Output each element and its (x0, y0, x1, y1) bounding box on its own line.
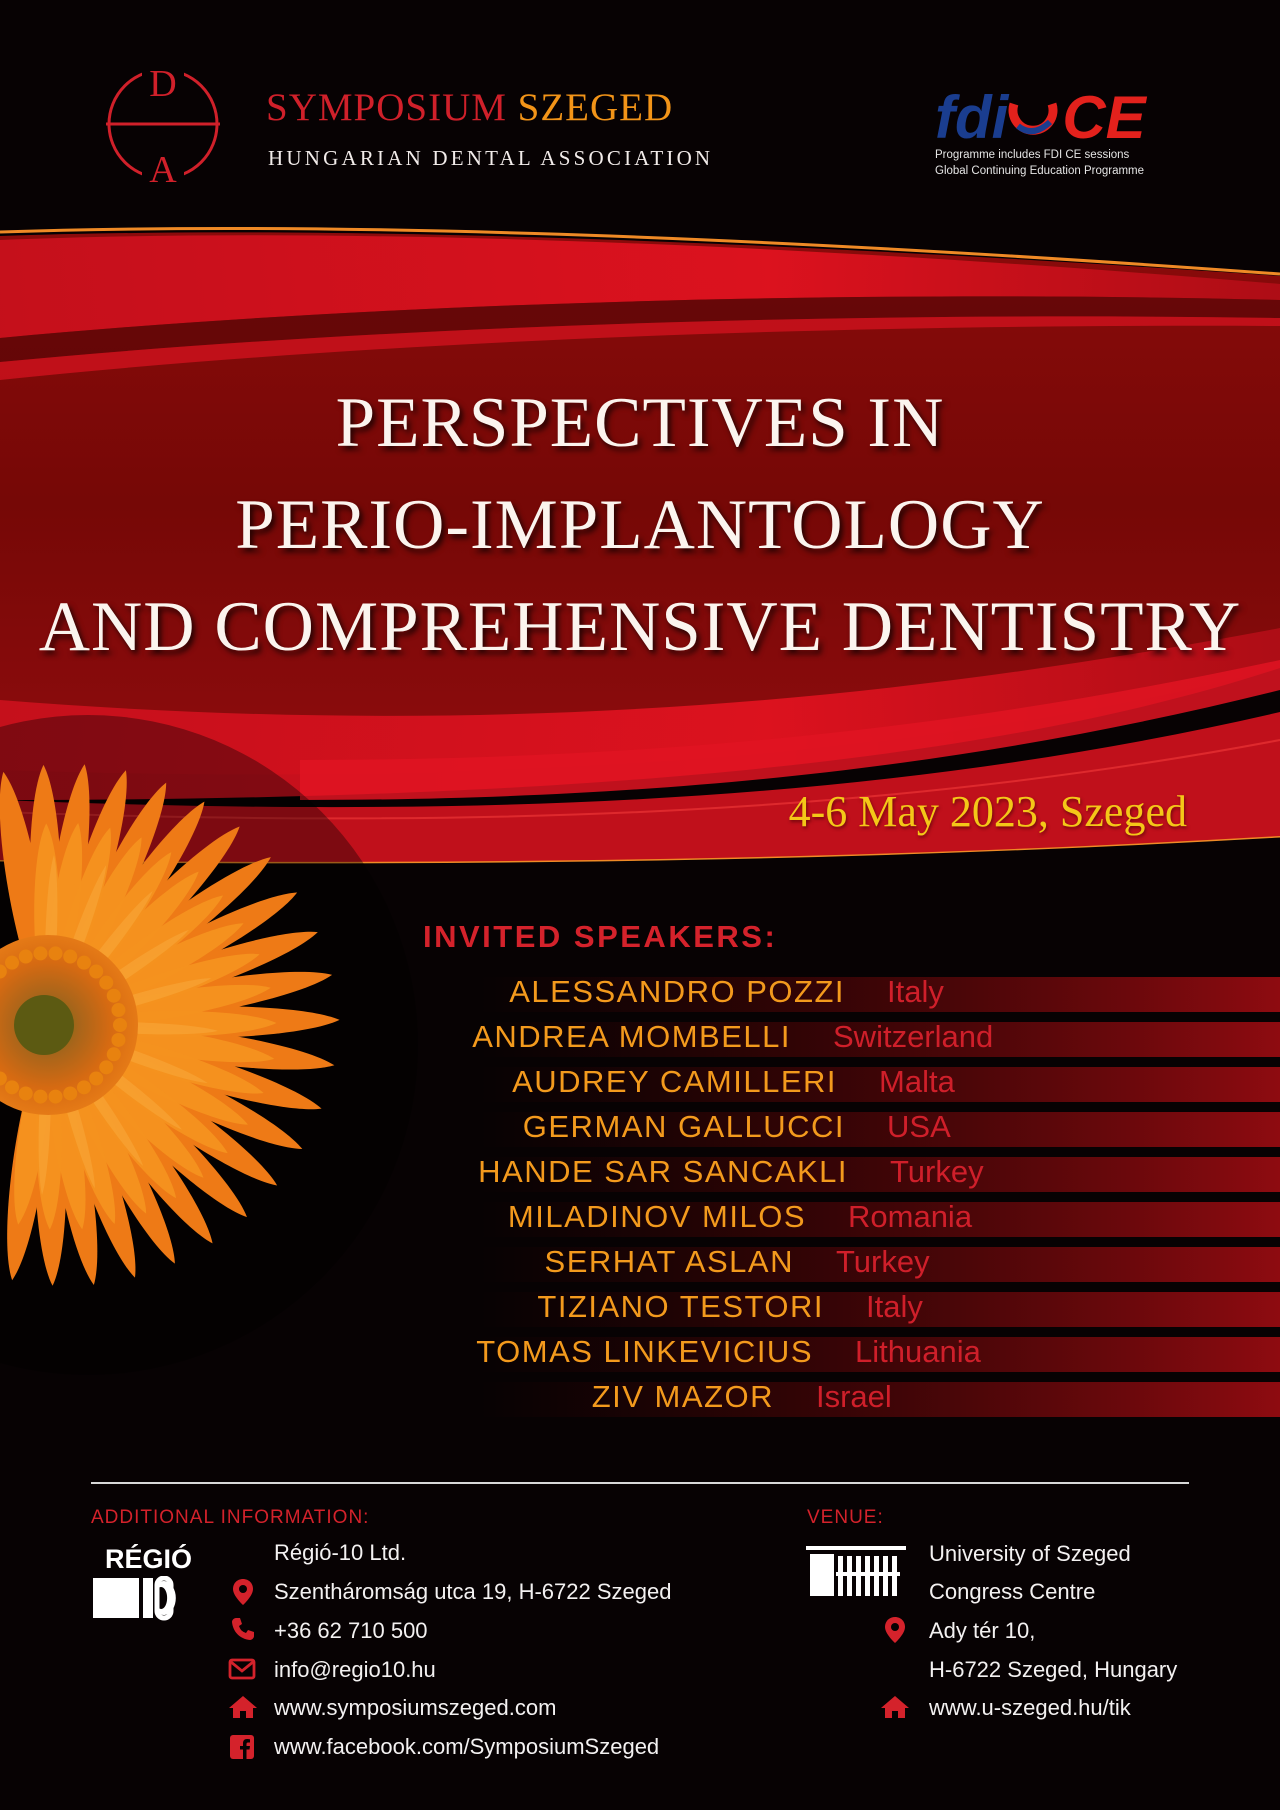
speaker-name: MILADINOV MILOS (507, 1199, 806, 1234)
dental-association-logo (106, 60, 220, 188)
speaker-country: Turkey (836, 1244, 930, 1279)
speaker-country: Malta (879, 1064, 955, 1099)
speaker-row (0, 1062, 1280, 1102)
venue-name-line-2: Congress Centre (929, 1579, 1096, 1604)
speaker-country: Italy (866, 1289, 923, 1324)
speaker-row (0, 1287, 1280, 1327)
logo-letter-d: D (149, 63, 177, 105)
speakers-heading: INVITED SPEAKERS: (423, 919, 778, 954)
congress-centre-logo (806, 1546, 906, 1598)
speaker-name: TIZIANO TESTORI (537, 1289, 824, 1324)
venue-home-icon (880, 1694, 910, 1720)
venue-address-line-2: H-6722 Szeged, Hungary (929, 1657, 1178, 1682)
flower-stamen (77, 956, 91, 970)
regio-logo-word: RÉGIÓ (105, 1544, 193, 1574)
regio-logo-mark (91, 1576, 183, 1622)
additional-info-label: ADDITIONAL INFORMATION: (91, 1507, 370, 1528)
email-link[interactable]: info@regio10.hu (274, 1657, 436, 1682)
speaker-country: Romania (848, 1199, 973, 1234)
speaker-name: AUDREY CAMILLERI (512, 1064, 837, 1099)
fdi-logo-word: fdi (935, 84, 1009, 151)
speaker-row (0, 1332, 1280, 1372)
footer-divider (91, 1482, 1189, 1484)
speaker-row (0, 1377, 1280, 1417)
main-title (0, 372, 1280, 678)
home-icon (228, 1694, 258, 1720)
venue-label: VENUE: (807, 1507, 884, 1528)
facebook-icon (230, 1735, 254, 1759)
location-pin-icon (232, 1578, 254, 1606)
speaker-country: Israel (816, 1379, 892, 1414)
company-name: Régió-10 Ltd. (274, 1540, 407, 1565)
fdi-caption-line-2: Global Continuing Education Programme (935, 164, 1145, 177)
facebook-link[interactable]: www.facebook.com/SymposiumSzeged (274, 1734, 660, 1759)
phone-icon (230, 1616, 256, 1642)
company-address: Szentháromság utca 19, H-6722 Szeged (274, 1579, 672, 1604)
header-title-szeged: SZEGED (517, 86, 674, 129)
flower-stamen (33, 946, 47, 960)
venue-name-line-1: University of Szeged (929, 1541, 1131, 1566)
venue-location-pin-icon (884, 1616, 906, 1644)
speaker-name: GERMAN GALLUCCI (522, 1109, 845, 1144)
speaker-name: ANDREA MOMBELLI (472, 1019, 791, 1054)
fdi-caption-line-1: Programme includes FDI CE sessions (935, 149, 1130, 161)
speaker-name: SERHAT ASLAN (544, 1244, 794, 1279)
header-title-symposium: SYMPOSIUM (266, 86, 507, 129)
header-title (266, 88, 673, 127)
speaker-name: ALESSANDRO POZZI (509, 974, 845, 1009)
speaker-row (0, 972, 1280, 1012)
speaker-row (0, 1107, 1280, 1147)
speaker-name: HANDE SAR SANCAKLI (478, 1154, 848, 1189)
regio10-logo (91, 1540, 191, 1620)
symposium-website-link[interactable]: www.symposiumszeged.com (274, 1695, 557, 1720)
flower-stamen (63, 950, 77, 964)
title-line-3: AND COMPREHENSIVE DENTISTRY (38, 588, 1242, 666)
phone-number: +36 62 710 500 (274, 1618, 428, 1643)
fdi-swoosh-icon (1008, 96, 1058, 142)
flower-stamen (19, 950, 33, 964)
ce-logo-word: CE (1062, 84, 1146, 151)
speaker-row (0, 1017, 1280, 1057)
speaker-name: TOMAS LINKEVICIUS (476, 1334, 813, 1369)
title-line-2: PERIO-IMPLANTOLOGY (235, 486, 1045, 564)
speaker-country: Lithuania (855, 1334, 981, 1369)
speaker-country: Italy (887, 974, 944, 1009)
header-subtitle: HUNGARIAN DENTAL ASSOCIATION (268, 146, 714, 170)
speaker-row (0, 1152, 1280, 1192)
venue-website-link[interactable]: www.u-szeged.hu/tik (929, 1695, 1131, 1720)
speaker-name: ZIV MAZOR (591, 1379, 774, 1414)
venue-address-line-1: Ady tér 10, (929, 1618, 1036, 1643)
flower-stamen (49, 946, 63, 960)
event-date: 4-6 May 2023, Szeged (788, 787, 1187, 836)
logo-letter-a: A (149, 149, 177, 188)
speaker-country: Switzerland (833, 1019, 994, 1054)
speaker-country: Turkey (890, 1154, 984, 1189)
speaker-country: USA (887, 1109, 951, 1144)
fdi-ce-badge (935, 84, 1195, 179)
speaker-row (0, 1242, 1280, 1282)
flower-stamen (5, 956, 19, 970)
fdi-ce-logo (935, 84, 1195, 151)
title-line-1: PERSPECTIVES IN (335, 384, 945, 462)
speaker-row (0, 1197, 1280, 1237)
email-icon (228, 1658, 256, 1680)
